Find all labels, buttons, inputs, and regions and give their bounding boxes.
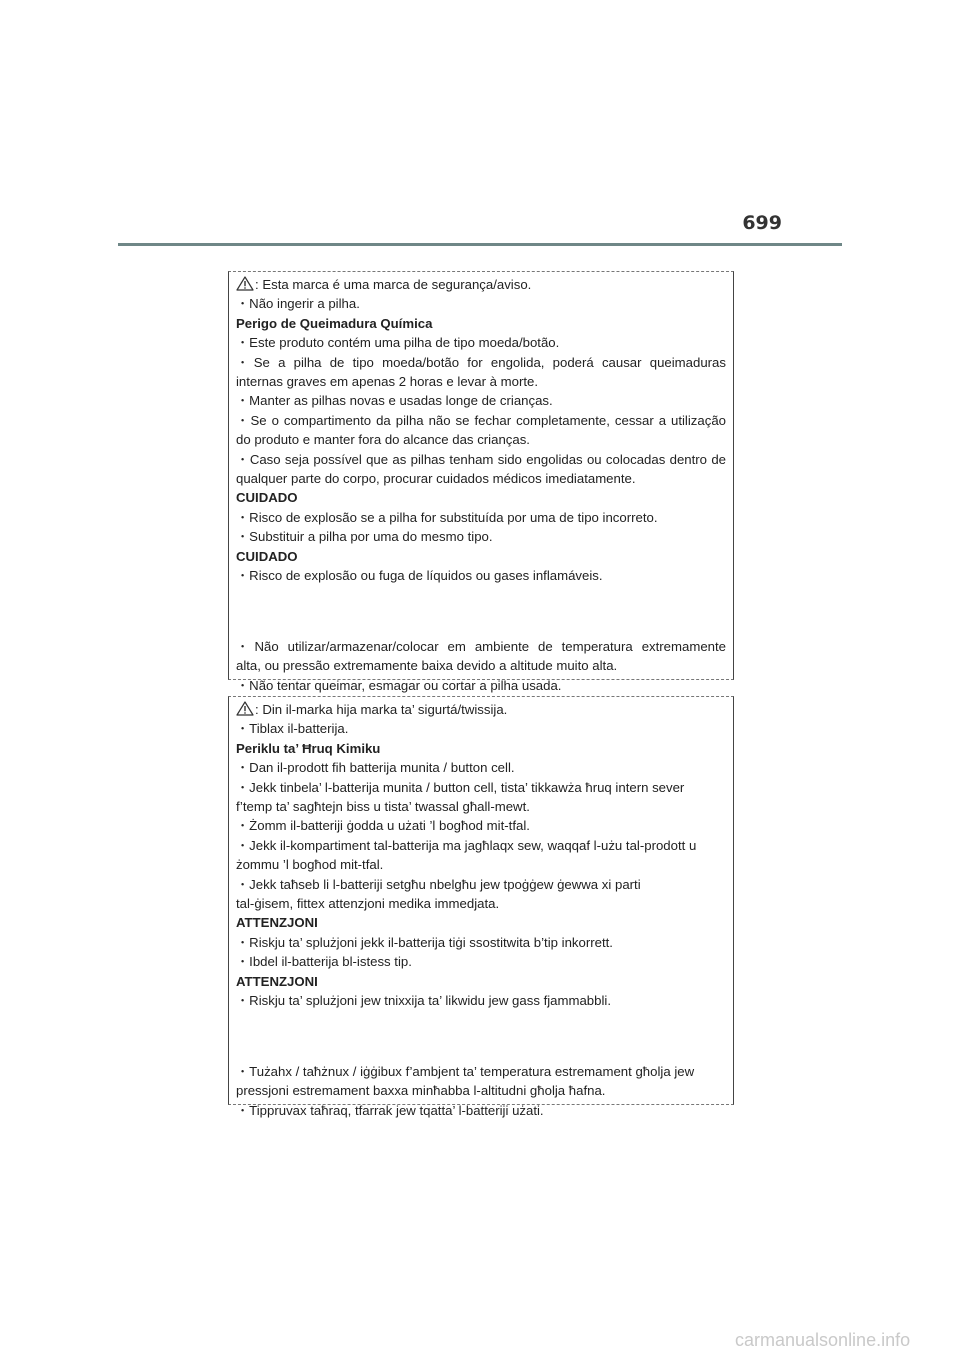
text-line — [236, 469, 726, 488]
text-line — [236, 294, 726, 313]
text-line — [236, 816, 726, 835]
text-line — [236, 391, 726, 410]
line-text: ・Substituir a pilha por uma do mesmo tipo. — [236, 529, 493, 545]
line-text: pressjoni estremament baxxa minħabba l-altitudni għolja ħafna. — [236, 1083, 606, 1099]
text-line — [236, 700, 726, 719]
line-text: ・Dan il-prodott fih batterija munita / button cell. — [236, 760, 515, 776]
line-text: ATTENZJONI — [236, 973, 318, 989]
line-text: ・Risco de explosão ou fuga de líquidos ou gases inflamáveis. — [236, 568, 603, 584]
line-text: : Din il-marka hija marka ta’ sigurtá/twissija. — [255, 702, 508, 717]
text-line — [236, 566, 726, 585]
line-text: ・Manter as pilhas novas e usadas longe de crianças. — [236, 393, 553, 409]
text-line — [236, 275, 726, 294]
text-line — [236, 430, 726, 449]
line-text: Periklu ta’ Ħruq Kimiku — [236, 740, 381, 756]
blank-line — [236, 602, 726, 621]
line-text: ・Jekk tinbela’ l-batterija munita / button cell, tista’ tikkawża ħruq intern sever — [236, 779, 685, 795]
line-text: ・Ibdel il-batterija bl-istess tip. — [236, 954, 412, 970]
line-text: ・Tużahx / taħżnux / iġġibux f’ambjent ta’ temperatura estremament għolja jew — [236, 1063, 695, 1079]
line-text: ・Riskju ta’ splużjoni jekk il-batterija tiġi ssostitwita b’tip inkorrett. — [236, 934, 613, 950]
line-text: do produto e manter fora do alcance das crianças. — [236, 432, 530, 448]
line-text: alta, ou pressão extremamente baixa devido a altitude muito alta. — [236, 658, 618, 674]
text-line — [236, 508, 726, 527]
text-line — [236, 778, 726, 797]
warning-box-portuguese — [228, 271, 734, 693]
header-rule — [118, 243, 842, 246]
section-heading — [236, 547, 726, 566]
blank-line — [236, 1027, 726, 1046]
text-line — [236, 719, 726, 738]
line-text: Perigo de Queimadura Química — [236, 315, 433, 331]
section-heading — [236, 488, 726, 507]
text-line — [236, 1101, 726, 1120]
text-line — [236, 333, 726, 352]
text-line — [236, 836, 726, 855]
line-text: ・Este produto contém uma pilha de tipo moeda/botão. — [236, 335, 560, 351]
text-line — [236, 1081, 726, 1100]
line-text: ・Jekk il-kompartiment tal-batterija ma jagħlaqx sew, waqqaf l-użu tal-prodott u — [236, 837, 697, 853]
text-line — [236, 952, 726, 971]
line-text: tal-ġisem, fittex attenzjoni medika immedjata. — [236, 896, 500, 912]
line-text: ・Caso seja possível que as pilhas tenham sido engolidas ou colocadas dentro de — [236, 451, 726, 467]
text-line — [236, 855, 726, 874]
text-line — [236, 894, 726, 913]
section-heading — [236, 913, 726, 932]
line-text: qualquer parte do corpo, procurar cuidados médicos imediatamente. — [236, 471, 636, 487]
warning-triangle-icon — [236, 276, 254, 291]
text-line — [236, 353, 726, 372]
line-text: CUIDADO — [236, 490, 298, 506]
warning-triangle-icon — [236, 701, 254, 716]
line-text: ・Não tentar queimar, esmagar ou cortar a pilha usada. — [236, 677, 562, 693]
text-line — [236, 656, 726, 675]
text-line — [236, 411, 726, 430]
text-line — [236, 637, 726, 656]
line-text: CUIDADO — [236, 548, 298, 564]
line-text: ・Jekk taħseb li l-batteriji setgħu nbelgħu jew tpoġġew ġewwa xi parti — [236, 876, 641, 892]
text-line — [236, 758, 726, 777]
text-line — [236, 527, 726, 546]
line-text: ・Não utilizar/armazenar/colocar em ambiente de temperatura extremamente — [236, 638, 726, 654]
watermark: carmanualsonline.info — [735, 1330, 911, 1350]
text-line — [236, 991, 726, 1010]
line-text: ATTENZJONI — [236, 915, 318, 931]
section-heading — [236, 739, 726, 758]
line-text: żommu ’l bogħod mit-tfal. — [236, 857, 384, 873]
text-line — [236, 797, 726, 816]
line-text: internas graves em apenas 2 horas e levar à morte. — [236, 374, 539, 390]
text-line — [236, 372, 726, 391]
text-line — [236, 875, 726, 894]
line-text: f’temp ta’ sagħtejn biss u tista’ twassal għall-mewt. — [236, 799, 530, 815]
text-line — [236, 933, 726, 952]
section-heading — [236, 972, 726, 991]
text-line — [236, 1062, 726, 1081]
line-text: : Esta marca é uma marca de segurança/aviso. — [255, 277, 532, 292]
line-text: ・Żomm il-batteriji ġodda u użati ’l bogħod mit-tfal. — [236, 818, 530, 834]
line-text: ・Riskju ta’ splużjoni jew tnixxija ta’ likwidu jew gass fjammabbli. — [236, 993, 611, 1009]
line-text: ・Não ingerir a pilha. — [236, 296, 360, 312]
line-text: ・Se a pilha de tipo moeda/botão for engolida, poderá causar queimaduras — [236, 354, 726, 370]
page-number: 699 — [742, 212, 782, 234]
line-text: ・Tippruvax taħraq, tfarrak jew tqatta’ l-batteriji użati. — [236, 1102, 544, 1118]
line-text: ・Risco de explosão se a pilha for substituída por uma de tipo incorreto. — [236, 509, 658, 525]
warning-box-maltese — [228, 696, 734, 1118]
section-heading — [236, 314, 726, 333]
line-text: ・Se o compartimento da pilha não se fechar completamente, cessar a utilização — [236, 412, 726, 428]
text-line — [236, 450, 726, 469]
line-text: ・Tiblax il-batterija. — [236, 721, 349, 737]
text-line — [236, 676, 726, 695]
